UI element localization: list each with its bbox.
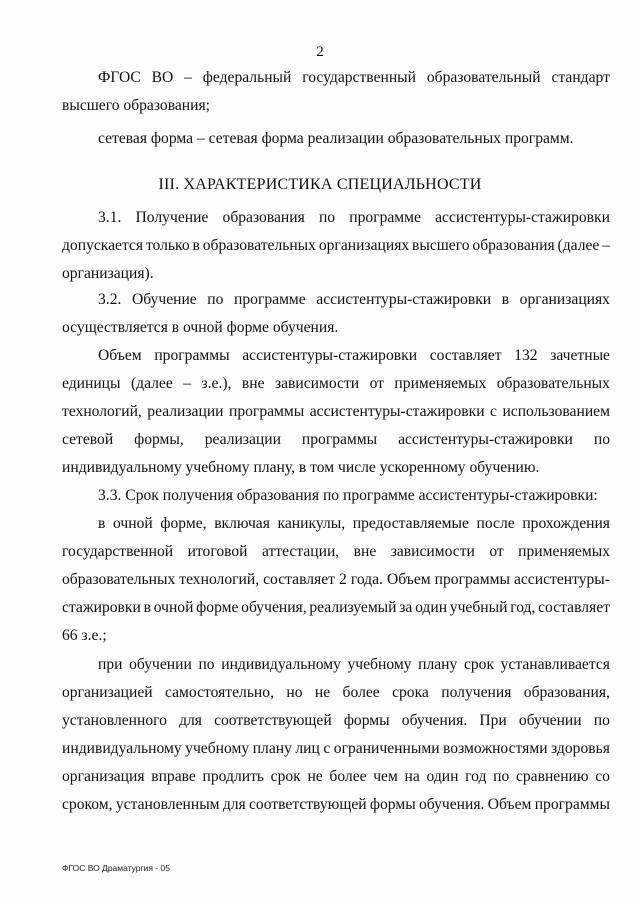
paragraph-line: образовательных технологий, составляет 2 года. Объем программы ассистентуры- [62,571,610,588]
section-title: III. ХАРАКТЕРИСТИКА СПЕЦИАЛЬНОСТИ [158,176,482,193]
paragraph-line: допускается только в образовательных организациях высшего образования (далее – [62,237,610,254]
paragraph-line: Объем программы ассистентуры-стажировки составляет 132 зачетные [98,347,610,364]
paragraph-line: 3.1. Получение образования по программе ассистентуры-стажировки [98,209,610,226]
paragraph-line: государственной итоговой аттестации, вне зависимости от применяемых [62,543,610,560]
paragraph-line: индивидуальному учебному плану, в том числе ускоренному обучению. [62,459,540,476]
paragraph-line: организация вправе продлить срок не более чем на один год по сравнению со [62,768,610,785]
definition-line: сетевая форма – сетевая форма реализации образовательных программ. [98,130,574,147]
paragraph-line: организацией самостоятельно, но не более срока получения образования, [62,684,610,701]
paragraph-line: 66 з.е.; [62,627,107,644]
paragraph-line: 3.2. Обучение по программе ассистентуры-стажировки в организациях [98,291,610,308]
paragraph-line: в очной форме, включая каникулы, предоставляемые после прохождения [98,515,610,532]
page-number: 2 [316,44,324,60]
paragraph-line: при обучении по индивидуальному учебному плану срок устанавливается [98,656,610,673]
paragraph-line: сетевой формы, реализации программы ассистентуры-стажировки по [62,431,610,448]
paragraph-line: осуществляется в очной форме обучения. [62,319,339,336]
paragraph-line: 3.3. Срок получения образования по программе ассистентуры-стажировки: [98,487,598,504]
definition-line: ФГОС ВО – федеральный государственный образовательный стандарт [98,69,610,86]
paragraph-line: организация). [62,265,154,282]
paragraph-line: единицы (далее – з.е.), вне зависимости от применяемых образовательных [62,375,610,392]
footer-label: ФГОС ВО Драматургия - 05 [62,863,170,873]
definition-line: высшего образования; [62,97,210,114]
paragraph-line: технологий, реализации программы ассистентуры-стажировки с использованием [62,403,610,420]
paragraph-line: стажировки в очной форме обучения, реализуемый за один учебный год, составляет [62,599,610,616]
paragraph-line: установленного для соответствующей формы обучения. При обучении по [62,712,610,729]
paragraph-line: сроком, установленным для соответствующей формы обучения. Объем программы [62,796,610,813]
paragraph-line: индивидуальному учебному плану лиц с ограниченными возможностями здоровья [62,740,610,757]
